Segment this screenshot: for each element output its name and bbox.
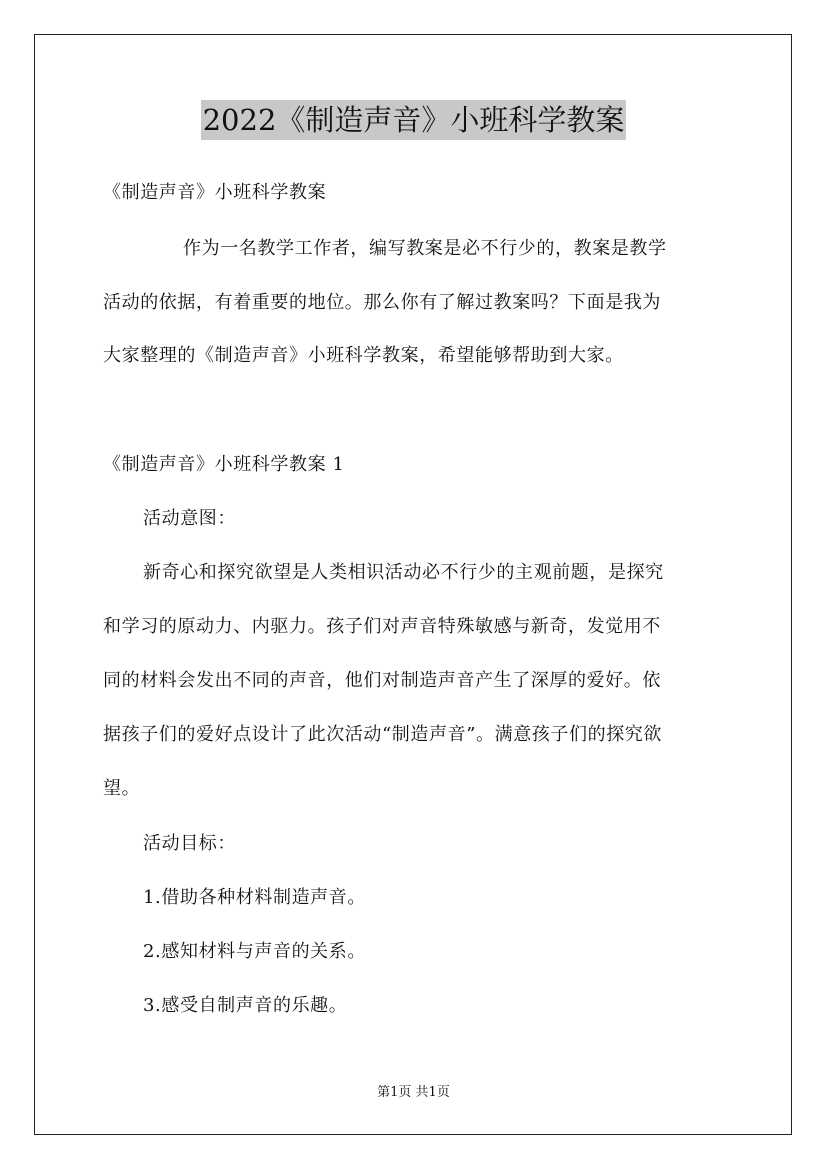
intent-line: 同的材料会发出不同的声音，他们对制造声音产生了深厚的爱好。依 — [103, 670, 661, 691]
title-container — [0, 100, 827, 140]
document-subtitle: 《制造声音》小班科学教案 — [103, 182, 327, 203]
goal-label: 活动目标： — [143, 833, 236, 854]
goal-item: 2.感知材料与声音的关系。 — [143, 941, 366, 962]
intent-line: 和学习的原动力、内驱力。孩子们对声音特殊敏感与新奇，发觉用不 — [103, 616, 661, 637]
intent-line: 据孩子们的爱好点设计了此次活动“制造声音”。满意孩子们的探究欲 — [103, 724, 663, 745]
intro-line: 活动的依据，有着重要的地位。那么你有了解过教案吗？下面是我为 — [103, 292, 661, 313]
goal-item: 1.借助各种材料制造声音。 — [143, 887, 366, 908]
page-footer: 第1页 共1页 — [377, 1085, 450, 1100]
intent-line: 望。 — [103, 778, 141, 799]
intent-line: 新奇心和探究欲望是人类相识活动必不行少的主观前题，是探究 — [143, 562, 664, 583]
intent-label: 活动意图： — [143, 508, 236, 529]
goal-item: 3.感受自制声音的乐趣。 — [143, 995, 348, 1016]
intro-line: 作为一名教学工作者，编写教案是必不行少的，教案是教学 — [183, 238, 667, 259]
intro-line: 大家整理的《制造声音》小班科学教案，希望能够帮助到大家。 — [103, 345, 624, 366]
document-title: 2022《制造声音》小班科学教案 — [201, 100, 627, 140]
section-heading: 《制造声音》小班科学教案 1 — [103, 454, 345, 475]
